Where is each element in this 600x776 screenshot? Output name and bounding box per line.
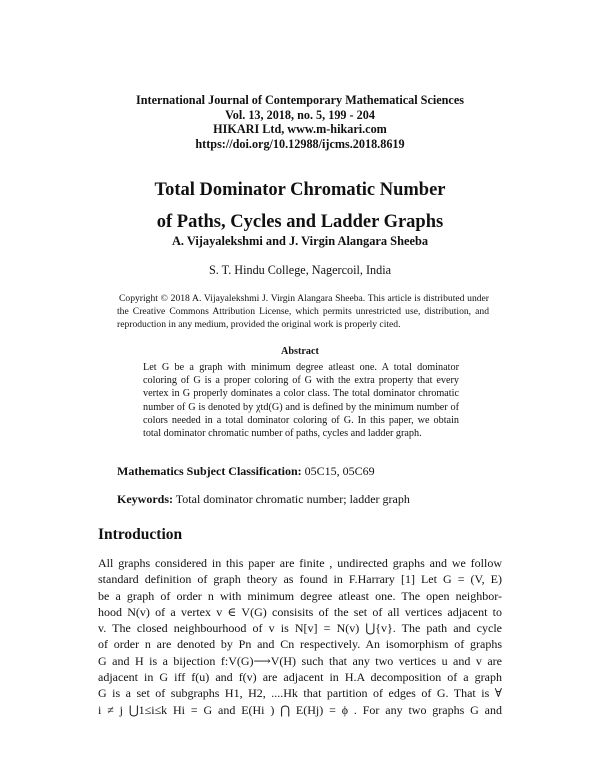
msc-label: Mathematics Subject Classification: <box>117 464 302 478</box>
msc-value: 05C15, 05C69 <box>304 464 375 478</box>
paper-title-line-2: of Paths, Cycles and Ladder Graphs <box>156 212 444 232</box>
abstract-text: Let G be a graph with minimum degree atleast one. A total dominator coloring of G is a proper coloring of G with the extra property that every vertex in G properly dominates a color class. The total dominator chromatic number of G is denoted by χtd(G) and is defined by the minimum number of colors needed in a total dominator coloring of G. In this paper, we obtain total dominator chromatic number of paths, cycles and ladder graph. <box>143 362 459 440</box>
journal-name: International Journal of Contemporary Mathematical Sciences <box>135 93 464 107</box>
introduction-line: G and H is a bijection f:V(G)⟶V(H) such that any two vertices u and v are <box>98 653 502 668</box>
introduction-body <box>98 555 502 718</box>
paper-title <box>0 174 600 238</box>
introduction-line: of order n are denoted by Pn and Cn respectively. An isomorphism of graphs <box>98 637 502 652</box>
keywords-line <box>117 492 410 507</box>
author-affiliation: S. T. Hindu College, Nagercoil, India <box>209 263 391 277</box>
msc-line <box>117 464 375 479</box>
journal-header <box>0 93 600 151</box>
introduction-line: i ≠ j ⋃1≤i≤k Hi = G and E(Hi ) ⋂ E(Hj) = ϕ . For any two graphs G and <box>98 702 502 717</box>
keywords-label: Keywords: <box>117 492 173 506</box>
introduction-line: hood N(v) of a vertex v ∈ V(G) consisits of the set of all vertices adjacent to <box>98 604 502 619</box>
introduction-line: v. The closed neighbourhood of v is N[v] = N(v) ⋃{v}. The path and cycle <box>98 621 502 636</box>
abstract-heading: Abstract <box>281 346 319 357</box>
introduction-line: All graphs considered in this paper are finite , undirected graphs and we follow <box>98 556 502 570</box>
introduction-line: G is a set of subgraphs H1, H2, ....Hk that partition of edges of G. That is ∀ <box>98 686 502 701</box>
paper-authors: A. Vijayalekshmi and J. Virgin Alangara Sheeba <box>171 234 429 248</box>
copyright-notice: Copyright © 2018 A. Vijayalekshmi J. Virgin Alangara Sheeba. This article is distributed under the Creative Commons Attribution License, which permits unrestricted use, distribution, and reproduction in any medium, provided the original work is properly cited. <box>117 293 489 331</box>
introduction-line: be a graph of order n with minimum degree atleast one. The open neighbor- <box>98 588 502 603</box>
introduction-line: adjacent in G iff f(u) and f(v) are adjacent in H.A decomposition of a graph <box>98 670 502 685</box>
keywords-value: Total dominator chromatic number; ladder graph <box>175 492 410 506</box>
introduction-line: standard definition of graph theory as found in F.Harrary [1] Let G = (V, E) <box>98 572 502 587</box>
journal-volume: Vol. 13, 2018, no. 5, 199 - 204 <box>225 107 375 122</box>
paper-title-line-1: Total Dominator Chromatic Number <box>154 180 446 200</box>
journal-doi[interactable]: https://doi.org/10.12988/ijcms.2018.8619 <box>195 136 405 151</box>
journal-publisher: HIKARI Ltd, www.m-hikari.com <box>213 122 387 136</box>
introduction-heading: Introduction <box>98 526 183 543</box>
